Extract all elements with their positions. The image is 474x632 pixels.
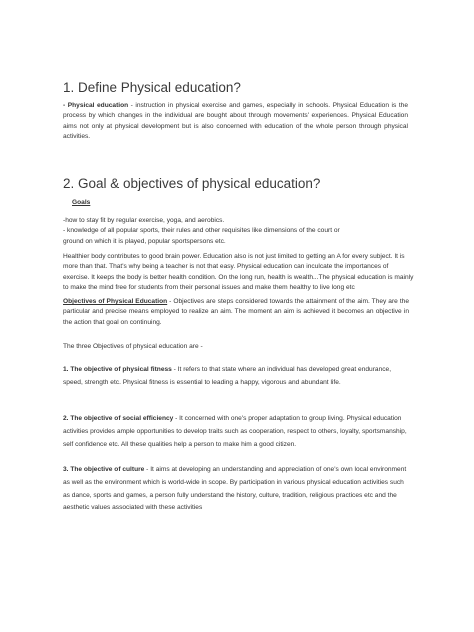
objective-3-text: - It aims at developing an understanding and appreciation of one's own local environment as well as the environment which is world-wide in scope. By participation in various physical education activities such as dance, sports and games, a person fully understand the history, culture, tradition, religious practices etc and the aesthetic values associated with these activities — [63, 466, 407, 512]
objective-3-title: 3. The objective of culture — [63, 466, 145, 473]
objective-2 — [63, 413, 409, 451]
objective-1-title: 1. The objective of physical fitness — [63, 366, 172, 373]
goals-line: -how to stay fit by regular exercise, yoga, and aerobics. — [63, 217, 225, 224]
objectives-paragraph — [63, 297, 409, 328]
objectives-text: - Objectives are steps considered towards the attainment of the aim. They are the particular and precise means employed to realize an aim. The moment an aim is achieved it becomes an objective in the action that goal on continuing. — [63, 298, 410, 326]
healthier-paragraph: Healthier body contributes to good brain power. Education also is not just limited to getting an A for every subject. It is more than that. That's why being a teacher is not that easy. Physical education can inculcate the importances of exercise. It keeps the body is better health condition. On the long run, health is wealth...The physical education is mainly to make the mind free for students from their personal issues and make them healthy to live long etc — [63, 253, 414, 291]
goals-line: ground on which it is played, popular sportspersons etc. — [63, 237, 226, 245]
definition-text: - instruction in physical exercise and games, especially in schools. Physical Education is the process by which changes in the individual are bought about through movements' experiences. Physical Education aims not only at physical development but is also concerned with education of the whole person through physical activities. — [63, 102, 408, 140]
three-objectives-intro: The three Objectives of physical education are - — [63, 343, 203, 350]
section1-heading: 1. Define Physical education? — [63, 80, 241, 95]
definition-term: - Physical education — [63, 102, 129, 109]
objective-1-text: - It refers to that state where an individual has developed great endurance, speed, strength etc. Physical fitness is essential to leading a happy, vigorous and abundant life. — [63, 366, 392, 386]
objective-2-title: 2. The objective of social efficiency — [63, 415, 174, 422]
objectives-label: Objectives of Physical Education — [63, 298, 168, 305]
definition-paragraph — [63, 101, 408, 142]
goals-line: - knowledge of all popular sports, their rules and other requisites like dimensions of the court or — [63, 227, 340, 235]
goals-label: Goals — [72, 199, 91, 206]
objective-2-text: - It concerned with one's proper adaptation to group living. Physical education activities provides ample opportunities to develop traits such as cooperation, respect to others, loyalty, sportsmanship, self confidence etc. All these qualities help a person to make him a good citizen. — [63, 415, 407, 448]
objective-1 — [63, 364, 409, 390]
section2-heading: 2. Goal & objectives of physical education? — [63, 176, 321, 191]
goals-list — [63, 216, 413, 247]
objective-3 — [63, 464, 409, 515]
